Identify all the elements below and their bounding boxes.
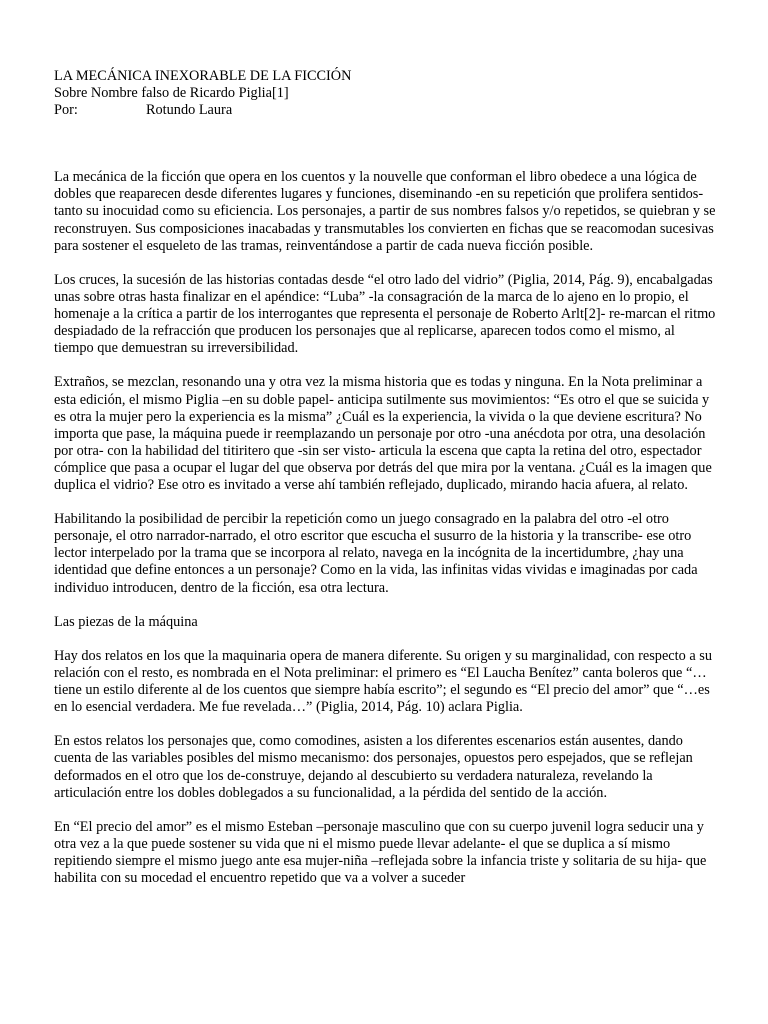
author-label: Por:	[54, 102, 78, 119]
document-header	[54, 68, 718, 119]
body-paragraph: La mecánica de la ficción que opera en los cuentos y la nouvelle que conforman el libro obedece a una lógica de dobles que reaparecen desde diferentes lugares y funciones, diseminando -en su repetición que prolifera sentidos- tanto su inocuidad como su eficiencia. Los personajes, a partir de sus nombres falsos y/o repetidos, se quiebran y se reconstruyen. Sus composiciones inacabadas y transmutables los convierten en fichas que se reacomodan sucesivas para sostener el esqueleto de las tramas, reinventándose a partir de cada nueva ficción posible.	[54, 169, 716, 254]
section-heading: Las piezas de la máquina	[54, 613, 198, 630]
body-paragraph: En “El precio del amor” es el mismo Esteban –personaje masculino que con su cuerpo juvenil logra seducir una y otra vez a la que puede sostener su vida que ni el mismo puede llevar adelante- el que se duplica a sí mismo repitiendo siempre el mismo juego ante esa mujer-niña –reflejada sobre la infancia triste y solitaria de su hija- que habilita con su mocedad el encuentro repetido que va a volver a suceder	[54, 818, 707, 887]
body-paragraph: Extraños, se mezclan, resonando una y otra vez la misma historia que es todas y ninguna. En la Nota preliminar a esta edición, el mismo Piglia –en su doble papel- anticipa sutilmente sus movimientos: “Es otro el que se suicida y es otra la mujer pero la experiencia es la misma” ¿Cuál es la experiencia, la vivida o la que deviene escritura? No importa que pase, la máquina puede ir reemplazando un personaje por otro -una anécdota por otra, una desolación por otra- con la habilidad del titiritero que -sin ser visto- articula la escena que capta la retina del otro, espectador cómplice que pasa a ocupar el lugar del que observa por detrás del que mira por la ventana. ¿Cuál es la imagen que duplica el vidrio? Ese otro es invitado a verse ahí también reflejado, duplicado, mirando hacia afuera, al relato.	[54, 374, 712, 493]
author-line	[54, 102, 718, 119]
body-paragraph: Los cruces, la sucesión de las historias contadas desde “el otro lado del vidrio” (Piglia, 2014, Pág. 9), encabalgadas unas sobre otras hasta finalizar en el apéndice: “Luba” -la consagración de la marca de lo ajeno en lo propio, el homenaje a la crítica a partir de los interrogantes que representa el personaje de Roberto Arlt[2]- re-marcan el ritmo despiadado de la refracción que producen los personajes que al replicarse, aparecen todos como el mismo, al tiempo que demuestran su irreversibilidad.	[54, 271, 716, 357]
body-paragraph: Habilitando la posibilidad de percibir la repetición como un juego consagrado en la palabra del otro -el otro personaje, el otro narrador-narrado, el otro escritor que escucha el susurro de la historia y la transcribe- ese otro lector interpelado por la trama que se incorpora al relato, navega en la incógnita de la incertidumbre, ¿hay una identidad que define entonces a un personaje? Como en la vida, las infinitas vidas vividas e imaginadas por cada individuo introducen, dentro de la ficción, esa otra lectura.	[54, 511, 698, 596]
body-paragraph: En estos relatos los personajes que, como comodines, asisten a los diferentes escenarios están ausentes, dando cuenta de las variables posibles del mismo mecanismo: dos personajes, opuestos pero espejados, que se reflejan deformados en el otro que los de-construye, dejando al descubierto su verdadera naturaleza, revelando la articulación entre los dobles doblegados a su funcionalidad, a la pérdida del sentido de la acción.	[54, 733, 693, 801]
document-subtitle: Sobre Nombre falso de Ricardo Piglia[1]	[54, 85, 289, 102]
author-name: Rotundo Laura	[146, 102, 233, 119]
document-title: LA MECÁNICA INEXORABLE DE LA FICCIÓN	[54, 68, 352, 84]
body-paragraph: Hay dos relatos en los que la maquinaria opera de manera diferente. Su origen y su marginalidad, con respecto a su relación con el resto, es nombrada en el Nota preliminar: el primero es “El Laucha Benítez” canta boleros que “…tiene un estilo diferente al de los cuentos que siempre había escrito”; el segundo es “El precio del amor” que “…es en lo esencial verdadera. Me fue revelada…” (Piglia, 2014, Pág. 10) aclara Piglia.	[54, 647, 712, 716]
document-body	[54, 169, 718, 887]
